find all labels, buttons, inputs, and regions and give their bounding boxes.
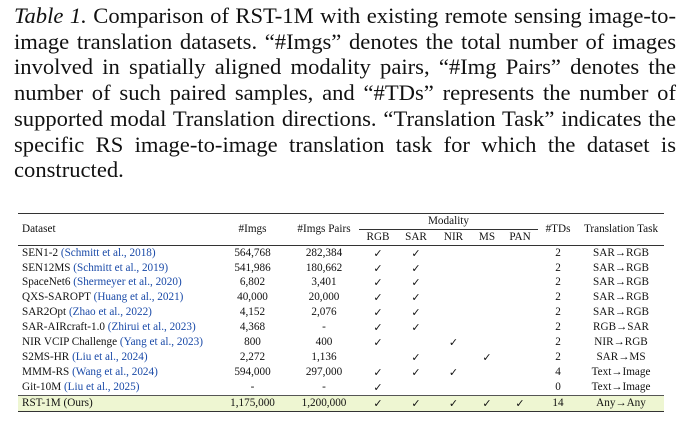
dataset-name: SEN1-2 [22, 246, 59, 259]
dataset-name: NIR VCIP Challenge [22, 335, 118, 348]
pairs-cell: 282,384 [289, 246, 359, 261]
dataset-name: Git-10M [22, 380, 62, 393]
tds-cell: 2 [555, 350, 561, 363]
imgs-cell: 6,802 [239, 276, 266, 289]
modality-sar-cell [397, 335, 435, 350]
pairs-cell: 297,000 [305, 365, 343, 378]
modality-pan-cell [502, 261, 538, 276]
modality-pan-cell [502, 276, 538, 291]
imgs-cell: 4,368 [239, 321, 266, 334]
task-cell: Text→Image [591, 365, 651, 378]
modality-ms-cell [472, 380, 502, 395]
caption-label: Table 1. [14, 3, 87, 28]
modality-nir-cell: ✓ [435, 395, 472, 411]
imgs-cell: 800 [244, 335, 261, 348]
tds-cell: 2 [555, 335, 561, 348]
dataset-cell [18, 395, 216, 411]
tds-cell: 14 [538, 395, 578, 411]
col-header-imgs: #Imgs [216, 214, 289, 246]
imgs-cell: - [250, 380, 255, 393]
tds-cell: 2 [555, 276, 561, 289]
dataset-cell [18, 380, 216, 395]
modality-nir-cell [435, 350, 472, 365]
caption-text: Comparison of RST-1M with existing remote sensing image-to-image translation datasets. “#Imgs” denotes the total number of images involved in spatially aligned modality pairs, “#Img Pairs” denotes the number of such paired samples, and “#TDs” represents the number of supported modal Translation directions. “Translation Task” indicates the specific RS image-to-image translation task for which the dataset is constructed. [14, 3, 676, 183]
pairs-cell: 180,662 [305, 261, 343, 274]
citation-link[interactable]: (Schmitt et al., 2019) [73, 261, 169, 274]
tds-cell: 2 [538, 246, 578, 261]
modality-rgb-cell: ✓ [359, 246, 397, 261]
dataset-cell [18, 320, 216, 335]
pairs-cell: 1,200,000 [289, 395, 359, 411]
modality-rgb-cell: ✓ [373, 306, 383, 320]
imgs-cell: 594,000 [234, 365, 271, 378]
modality-nir-cell [435, 291, 472, 306]
imgs-cell: 1,175,000 [216, 395, 289, 411]
modality-nir-cell: ✓ [448, 335, 459, 349]
modality-ms-cell: ✓ [472, 395, 502, 411]
task-cell: SAR→RGB [593, 291, 649, 304]
modality-pan-cell: ✓ [502, 395, 538, 411]
modality-nir-cell [435, 276, 472, 291]
modality-pan-cell [502, 320, 538, 335]
modality-sar-cell: ✓ [411, 350, 421, 364]
modality-pan-cell [502, 350, 538, 365]
task-cell: NIR→RGB [594, 335, 648, 348]
pairs-cell: 20,000 [308, 291, 340, 304]
tds-cell: 0 [555, 380, 561, 393]
modality-ms-cell [472, 276, 502, 291]
dataset-cell [18, 276, 216, 291]
task-cell: SAR→RGB [593, 276, 649, 289]
citation-link[interactable]: (Huang et al., 2021) [93, 291, 184, 304]
citation-link[interactable]: (Wang et al., 2024) [72, 365, 158, 378]
modality-ms-cell [472, 335, 502, 350]
dataset-name: QXS-SAROPT [22, 291, 91, 304]
modality-rgb-cell [359, 350, 397, 365]
table-row [18, 335, 664, 350]
tds-cell: 2 [555, 291, 561, 304]
citation-link[interactable]: (Schmitt et al., 2018) [60, 246, 156, 259]
comparison-table-container [18, 213, 664, 412]
pairs-cell: 1,136 [311, 350, 337, 363]
modality-rgb-cell: ✓ [373, 261, 383, 275]
header-row-1 [18, 214, 664, 230]
table-row [18, 261, 664, 276]
col-header-rgb: RGB [366, 230, 390, 243]
pairs-cell: 400 [315, 335, 333, 348]
imgs-cell: 2,272 [239, 350, 266, 363]
modality-sar-cell: ✓ [411, 321, 421, 335]
modality-pan-cell [502, 380, 538, 395]
modality-ms-cell [472, 261, 502, 276]
col-header-task: Translation Task [578, 214, 664, 246]
col-header-tds: #TDs [538, 214, 578, 246]
table-row [18, 320, 664, 335]
dataset-name: S2MS-HR [22, 350, 70, 363]
modality-ms-cell: ✓ [482, 350, 492, 364]
table-row [18, 306, 664, 321]
col-header-sar: SAR [405, 230, 427, 243]
table-row-ours [18, 395, 664, 411]
modality-sar-cell: ✓ [411, 261, 421, 275]
modality-rgb-cell: ✓ [359, 395, 397, 411]
modality-rgb-cell: ✓ [373, 291, 383, 305]
modality-sar-cell: ✓ [397, 395, 435, 411]
modality-ms-cell [472, 320, 502, 335]
citation-link[interactable]: (Yang et al., 2023) [119, 335, 203, 348]
dataset-name: RST-1M (Ours) [22, 396, 93, 409]
imgs-cell: 564,768 [216, 246, 289, 261]
dataset-name: SpaceNet6 [22, 276, 71, 289]
modality-rgb-cell: ✓ [373, 321, 383, 335]
col-header-nir: NIR [443, 230, 464, 243]
modality-nir-cell [435, 246, 472, 261]
dataset-cell [18, 246, 216, 261]
table-row [18, 365, 664, 380]
modality-nir-cell [435, 320, 472, 335]
col-header-dataset: Dataset [18, 214, 216, 246]
dataset-cell [18, 261, 216, 276]
citation-link[interactable]: (Liu et al., 2025) [63, 380, 140, 393]
table-row [18, 291, 664, 306]
pairs-cell: 3,401 [311, 276, 337, 289]
task-cell: SAR→RGB [593, 306, 649, 319]
modality-pan-cell [502, 246, 538, 261]
modality-nir-cell: ✓ [448, 365, 459, 379]
task-cell: SAR→RGB [593, 261, 649, 274]
dataset-cell [18, 365, 216, 380]
modality-rgb-cell: ✓ [373, 380, 383, 394]
task-cell: RGB→SAR [593, 321, 649, 334]
citation-link[interactable]: (Shermeyer et al., 2020) [73, 276, 182, 289]
modality-sar-cell: ✓ [411, 306, 421, 320]
tds-cell: 2 [555, 261, 561, 274]
modality-pan-cell [502, 306, 538, 321]
pairs-cell: 2,076 [311, 306, 337, 319]
table-body [18, 246, 664, 412]
dataset-name: SEN12MS [22, 261, 71, 274]
modality-nir-cell [435, 306, 472, 321]
dataset-name: SAR-AIRcraft-1.0 [22, 321, 105, 334]
col-header-pairs: #Imgs Pairs [289, 214, 359, 246]
table-row [18, 380, 664, 395]
modality-ms-cell [472, 246, 502, 261]
col-header-pan: PAN [509, 230, 531, 243]
modality-nir-cell [435, 261, 472, 276]
modality-rgb-cell: ✓ [373, 335, 383, 349]
citation-link[interactable]: (Zhao et al., 2022) [68, 306, 152, 319]
task-cell: Any→Any [578, 395, 664, 411]
imgs-cell: 541,986 [234, 261, 271, 274]
modality-rgb-cell: ✓ [373, 365, 383, 379]
tds-cell: 2 [555, 306, 561, 319]
task-cell: Text→Image [591, 380, 651, 393]
modality-nir-cell [435, 380, 472, 395]
dataset-name: MMM-RS [22, 365, 70, 378]
pairs-cell: - [322, 380, 326, 393]
modality-sar-cell: ✓ [411, 291, 421, 305]
task-cell: SAR→RGB [578, 246, 664, 261]
task-cell: SAR→MS [596, 350, 646, 363]
modality-ms-cell [472, 365, 502, 380]
modality-sar-cell: ✓ [397, 246, 435, 261]
modality-sar-cell: ✓ [411, 365, 421, 379]
dataset-cell [18, 291, 216, 306]
imgs-cell: 4,152 [239, 306, 266, 319]
dataset-cell [18, 335, 216, 350]
dataset-cell [18, 350, 216, 365]
modality-sar-cell: ✓ [411, 276, 421, 290]
modality-ms-cell [472, 306, 502, 321]
pairs-cell: - [322, 321, 326, 334]
col-header-modality: Modality [359, 214, 538, 230]
table-row [18, 246, 664, 261]
modality-ms-cell [472, 291, 502, 306]
imgs-cell: 40,000 [237, 291, 268, 304]
comparison-table [18, 213, 664, 412]
col-header-ms: MS [478, 230, 496, 243]
table-row [18, 350, 664, 365]
tds-cell: 2 [555, 321, 561, 334]
modality-pan-cell [502, 365, 538, 380]
dataset-name: SAR2Opt [22, 306, 67, 319]
modality-pan-cell [502, 335, 538, 350]
table-row [18, 276, 664, 291]
modality-pan-cell [502, 291, 538, 306]
table-caption [14, 3, 676, 183]
modality-sar-cell [397, 380, 435, 395]
modality-rgb-cell: ✓ [373, 276, 383, 290]
tds-cell: 4 [555, 365, 561, 378]
citation-link[interactable]: (Zhirui et al., 2023) [107, 321, 196, 334]
dataset-cell [18, 306, 216, 321]
citation-link[interactable]: (Liu et al., 2024) [72, 350, 148, 363]
